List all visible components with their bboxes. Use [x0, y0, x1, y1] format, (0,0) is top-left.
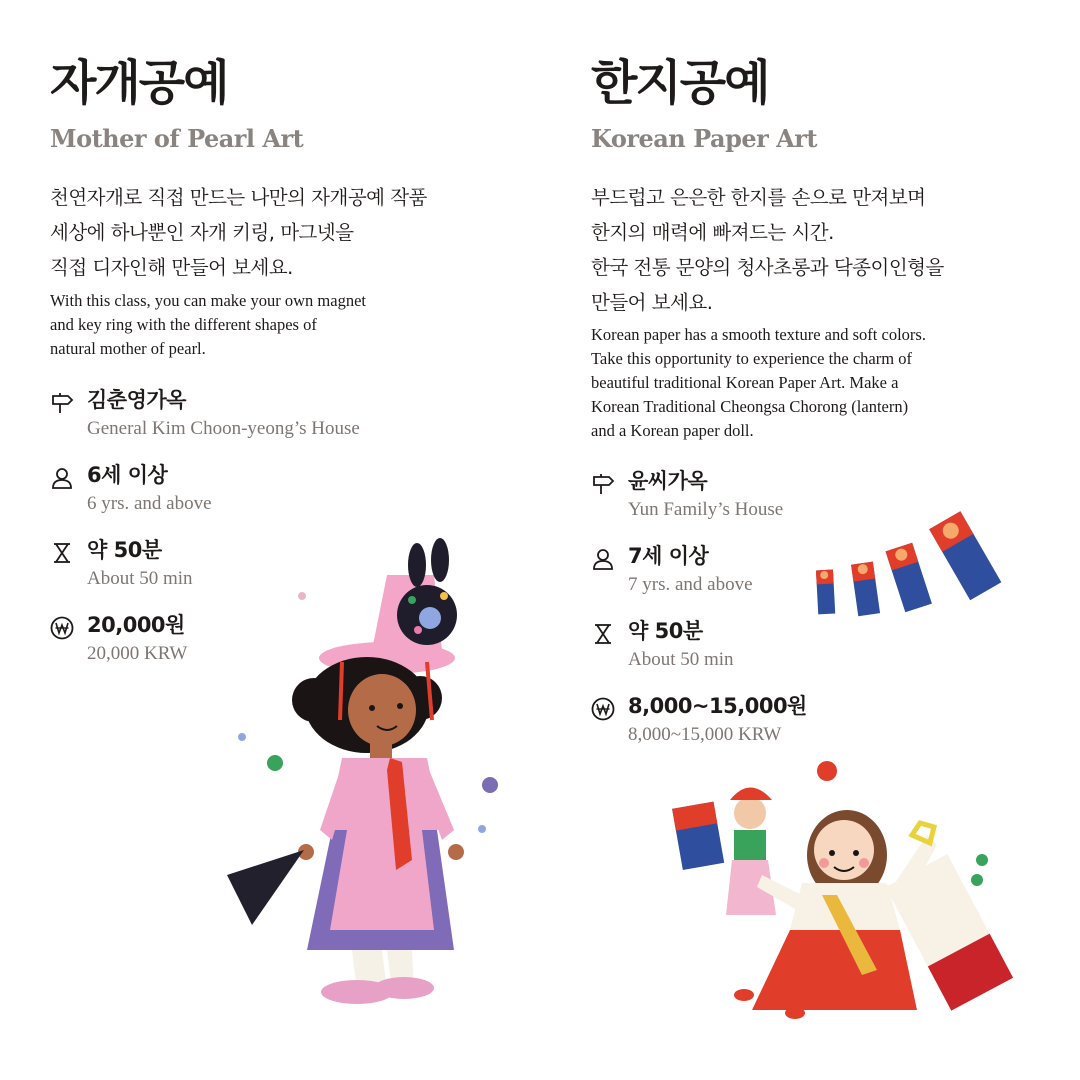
location-ko: 김춘영가옥 [87, 388, 186, 412]
lanterns-illustration [810, 505, 1010, 620]
description-en-line: and a Korean paper doll. [591, 421, 754, 440]
section-title-ko: 자개공예 [50, 55, 228, 111]
age-ko: 7세 이상 [628, 544, 709, 568]
won-icon [591, 697, 615, 721]
signpost-icon [50, 391, 74, 415]
duration-en: About 50 min [628, 649, 734, 670]
duration-ko: 약 50분 [628, 619, 703, 643]
hourglass-icon [591, 622, 615, 646]
location-ko: 윤씨가옥 [628, 469, 708, 493]
price-ko: 8,000~15,000원 [628, 694, 807, 718]
section-title-en: Mother of Pearl Art [50, 124, 304, 153]
description-ko-line: 한지의 매력에 빠져드는 시간. [591, 221, 834, 244]
description-ko [50, 180, 427, 285]
age-ko: 6세 이상 [87, 463, 168, 487]
description-en-line: Korean paper has a smooth texture and soft colors. [591, 325, 926, 344]
description-en-line: natural mother of pearl. [50, 339, 206, 358]
description-ko-line: 한국 전통 문양의 청사초롱과 닥종이인형을 [591, 256, 944, 279]
duration-ko: 약 50분 [87, 538, 162, 562]
duration-en: About 50 min [87, 568, 193, 589]
description-en-line: Take this opportunity to experience the charm of [591, 349, 912, 368]
hourglass-icon [50, 541, 74, 565]
description-ko-line: 직접 디자인해 만들어 보세요. [50, 256, 293, 279]
description-ko-line: 천연자개로 직접 만드는 나만의 자개공예 작품 [50, 186, 427, 209]
price-en: 20,000 KRW [87, 643, 188, 664]
age-en: 6 yrs. and above [87, 493, 212, 514]
description-en-line: With this class, you can make your own magnet [50, 291, 366, 310]
description-en [591, 323, 926, 443]
location-en: General Kim Choon-yeong’s House [87, 418, 360, 439]
section-title-en: Korean Paper Art [591, 124, 817, 153]
girl-with-paper-doll-illustration [672, 755, 1017, 1025]
signpost-icon [591, 472, 615, 496]
won-icon [50, 616, 74, 640]
price-en: 8,000~15,000 KRW [628, 724, 782, 745]
price-ko: 20,000원 [87, 613, 185, 637]
description-en [50, 289, 366, 361]
description-ko-line: 만들어 보세요. [591, 291, 713, 314]
description-ko-line: 부드럽고 은은한 한지를 손으로 만져보며 [591, 186, 926, 209]
location-en: Yun Family’s House [628, 499, 784, 520]
section-title-ko: 한지공예 [591, 55, 769, 111]
person-icon [591, 547, 615, 571]
age-en: 7 yrs. and above [628, 574, 753, 595]
person-icon [50, 466, 74, 490]
description-en-line: beautiful traditional Korean Paper Art. Make a [591, 373, 899, 392]
description-ko [591, 180, 944, 320]
girl-in-hanbok-illustration [222, 530, 522, 1010]
description-en-line: and key ring with the different shapes of [50, 315, 317, 334]
description-ko-line: 세상에 하나뿐인 자개 키링, 마그넷을 [50, 221, 354, 244]
description-en-line: Korean Traditional Cheongsa Chorong (lantern) [591, 397, 909, 416]
